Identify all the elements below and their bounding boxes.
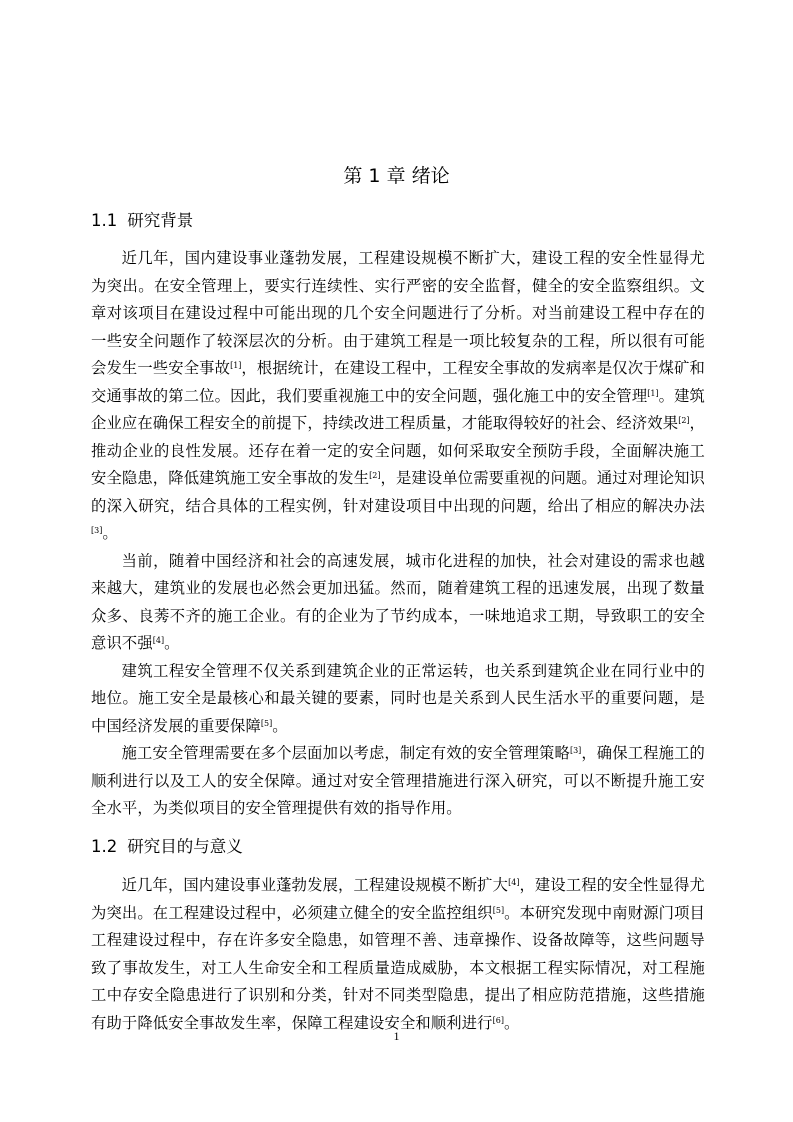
section-1-1-body xyxy=(91,245,705,823)
text-segment: 。建筑企业应在确保工程安全的前提下，持续改进工程质量，才能取得较好的社会、经济效果 xyxy=(91,386,705,432)
paragraph xyxy=(91,245,705,548)
citation: [3] xyxy=(569,746,582,755)
chapter-title: 第 1 章 绪论 xyxy=(343,164,450,187)
citation: [2] xyxy=(678,416,690,425)
citation: [1] xyxy=(647,388,659,398)
text-segment: 。 xyxy=(164,634,180,652)
text-segment: ，确保工程施工的顺利进行以及工人的安全保障。通过对安全管理措施进行深入研究，可以不断提升施工安全水平，为类似项目的安全管理提供有效的指导作用。 xyxy=(91,744,705,817)
text-segment: 近几年，国内建设事业蓬勃发展，工程建设规模不断扩大，建设工程的安全性显得尤为突出。在安全管理上，要实行连续性、实行严密的安全监督，健全的安全监察组织。文章对该项目在建设过程中可能出现的几个安全问题进行了分析。对当前建设工程中存在的一些安全问题作了较深层次的分析。由于建筑工程是一项比较复杂的工程，所以很有可能会发生一些安全事故 xyxy=(91,249,705,377)
text-segment: ，推动企业的良性发展。还存在着一定的安全问题，如何采取安全预防手段，全面解决施工安全隐患，降低建筑施工安全事故的发生 xyxy=(91,414,705,487)
paragraph xyxy=(91,872,705,1037)
citation: [6] xyxy=(492,1015,504,1025)
page-number: 1 xyxy=(393,1029,400,1043)
section-number: 1.1 xyxy=(91,211,118,230)
text-segment: 。 xyxy=(503,1013,520,1032)
section-number: 1.2 xyxy=(91,837,118,856)
citation: [4] xyxy=(152,636,165,645)
text-segment: 。 xyxy=(102,524,118,542)
text-segment: 建筑工程安全管理不仅关系到建筑企业的正常运转，也关系到建筑企业在同行业中的地位。施工安全是最核心和最关键的要素，同时也是关系到人民生活水平的重要问题，是中国经济发展的重要保障 xyxy=(91,661,705,735)
text-segment: ，建设工程的安全性显得尤为突出。在工程建设过程中，必须建立健全的安全监控组织 xyxy=(91,876,705,922)
citation: [4] xyxy=(508,878,520,887)
section-title: 研究背景 xyxy=(127,211,194,230)
citation: [1] xyxy=(230,361,242,370)
text-segment: 当前，随着中国经济和社会的高速发展，城市化进程的加快，社会对建设的需求也越来越大，建筑业的发展也必然会更加迅猛。然而，随着建筑工程的迅速发展，出现了数量众多、良莠不齐的施工企业。有的企业为了节约成本，一味地追求工期，导致职工的安全意识不强 xyxy=(91,551,705,652)
section-title: 研究目的与意义 xyxy=(127,837,243,856)
section-heading-1-1 xyxy=(91,210,193,232)
text-segment: 。本研究发现中南财源门项目工程建设过程中，存在许多安全隐患，如管理不善、违章操作、设备故障等，这些问题导致了事故发生，对工人生命安全和工程质量造成威胁，本文根据工程实际情况，对工程施工中存安全隐患进行了识别和分类，针对不同类型隐患，提出了相应防范措施，这些措施有助于降低安全事故发生率，保障工程建设安全和顺利进行 xyxy=(91,903,706,1032)
text-segment: 近几年，国内建设事业蓬勃发展，工程建设规模不断扩大 xyxy=(121,876,509,894)
text-segment: 施工安全管理需要在多个层面加以考虑，制定有效的安全管理策略 xyxy=(121,744,570,762)
citation: [3] xyxy=(91,526,103,535)
citation: [5] xyxy=(260,718,273,728)
section-1-2-body xyxy=(91,872,705,1037)
paragraph xyxy=(91,548,705,658)
citation: [5] xyxy=(492,905,505,915)
section-heading-1-2 xyxy=(91,836,243,858)
text-segment: ，根据统计，在建设工程中，工程安全事故的发病率是仅次于煤矿和交通事故的第二位。因此，我们要重视施工中的安全问题，强化施工中的安全管理 xyxy=(91,359,705,405)
paragraph xyxy=(91,658,705,741)
citation: [2] xyxy=(369,471,381,480)
paragraph xyxy=(91,740,705,823)
text-segment: 。 xyxy=(272,716,288,735)
text-segment: ，是建设单位需要重视的问题。通过对理论知识的深入研究，结合具体的工程实例，针对建设项目中出现的问题，给出了相应的解决办法 xyxy=(91,469,706,515)
